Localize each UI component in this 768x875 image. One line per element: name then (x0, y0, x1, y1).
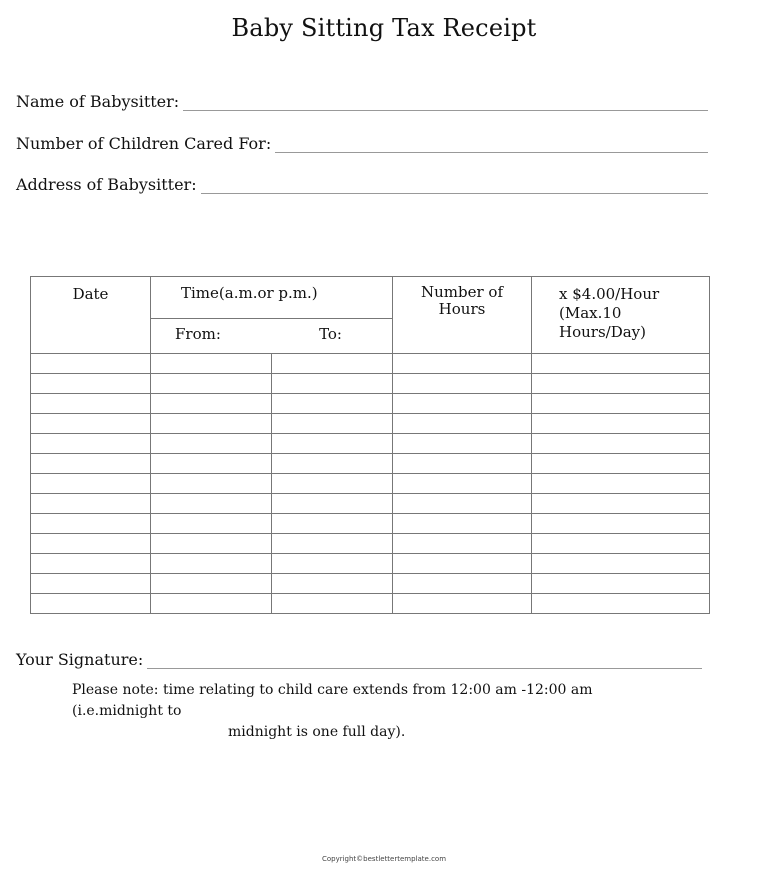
rate-header-line3: Hours/Day) (559, 323, 646, 341)
date-cell[interactable] (31, 394, 151, 414)
date-header: Date (31, 277, 151, 354)
hours-cell[interactable] (393, 394, 532, 414)
amount-cell[interactable] (532, 414, 710, 434)
hours-table (30, 276, 710, 614)
date-cell[interactable] (31, 574, 151, 594)
to-cell[interactable] (272, 514, 393, 534)
hours-cell[interactable] (393, 534, 532, 554)
date-cell[interactable] (31, 594, 151, 614)
signature-label: Your Signature: (16, 650, 144, 669)
date-cell[interactable] (31, 454, 151, 474)
amount-cell[interactable] (532, 474, 710, 494)
children-count-line[interactable] (275, 138, 708, 153)
table-row (31, 454, 710, 474)
date-cell[interactable] (31, 374, 151, 394)
amount-cell[interactable] (532, 354, 710, 374)
to-header: To: (319, 325, 342, 343)
to-cell[interactable] (272, 494, 393, 514)
amount-cell[interactable] (532, 594, 710, 614)
table-row (31, 594, 710, 614)
to-cell[interactable] (272, 574, 393, 594)
from-cell[interactable] (151, 454, 272, 474)
note-text (72, 680, 672, 743)
date-cell[interactable] (31, 474, 151, 494)
hours-cell[interactable] (393, 474, 532, 494)
to-cell[interactable] (272, 454, 393, 474)
from-to-header (151, 319, 393, 354)
rate-header-line2: (Max.10 (559, 304, 622, 322)
from-header: From: (175, 325, 221, 343)
signature-field (16, 650, 702, 669)
copyright-text: Copyright©bestlettertemplate.com (321, 855, 447, 863)
from-cell[interactable] (151, 394, 272, 414)
amount-cell[interactable] (532, 534, 710, 554)
amount-cell[interactable] (532, 514, 710, 534)
to-cell[interactable] (272, 394, 393, 414)
hours-header (393, 277, 532, 354)
to-cell[interactable] (272, 534, 393, 554)
to-cell[interactable] (272, 554, 393, 574)
page-title: Baby Sitting Tax Receipt (231, 14, 537, 42)
hours-cell[interactable] (393, 594, 532, 614)
table-row (31, 494, 710, 514)
from-cell[interactable] (151, 474, 272, 494)
babysitter-name-label: Name of Babysitter: (16, 92, 180, 111)
to-cell[interactable] (272, 594, 393, 614)
amount-cell[interactable] (532, 574, 710, 594)
time-header: Time(a.m.or p.m.) (151, 277, 393, 319)
amount-cell[interactable] (532, 374, 710, 394)
hours-cell[interactable] (393, 434, 532, 454)
note-line1: Please note: time relating to child care extends from 12:00 am -12:00 am (i.e.midnight to (72, 682, 593, 719)
table-row (31, 354, 710, 374)
table-header-row (31, 277, 710, 319)
from-cell[interactable] (151, 414, 272, 434)
from-cell[interactable] (151, 494, 272, 514)
date-cell[interactable] (31, 534, 151, 554)
hours-cell[interactable] (393, 354, 532, 374)
from-cell[interactable] (151, 554, 272, 574)
hours-header-line1: Number of (420, 283, 503, 301)
table-row (31, 394, 710, 414)
children-count-field (16, 134, 708, 153)
from-cell[interactable] (151, 374, 272, 394)
note-line2: midnight is one full day). (228, 724, 406, 740)
date-cell[interactable] (31, 514, 151, 534)
date-cell[interactable] (31, 494, 151, 514)
to-cell[interactable] (272, 374, 393, 394)
from-cell[interactable] (151, 514, 272, 534)
signature-line[interactable] (147, 654, 702, 669)
table-row (31, 534, 710, 554)
hours-cell[interactable] (393, 574, 532, 594)
children-count-label: Number of Children Cared For: (16, 134, 272, 153)
hours-header-line2: Hours (438, 300, 486, 318)
from-cell[interactable] (151, 534, 272, 554)
babysitter-address-label: Address of Babysitter: (16, 175, 197, 194)
babysitter-name-field (16, 92, 708, 111)
from-cell[interactable] (151, 574, 272, 594)
to-cell[interactable] (272, 474, 393, 494)
babysitter-address-line[interactable] (201, 179, 708, 194)
hours-cell[interactable] (393, 554, 532, 574)
hours-cell[interactable] (393, 374, 532, 394)
table-row (31, 374, 710, 394)
table-row (31, 434, 710, 454)
date-cell[interactable] (31, 554, 151, 574)
table-row (31, 554, 710, 574)
rate-header (532, 277, 710, 354)
hours-cell[interactable] (393, 514, 532, 534)
date-cell[interactable] (31, 414, 151, 434)
hours-cell[interactable] (393, 414, 532, 434)
amount-cell[interactable] (532, 554, 710, 574)
amount-cell[interactable] (532, 394, 710, 414)
date-cell[interactable] (31, 434, 151, 454)
table-row (31, 414, 710, 434)
date-cell[interactable] (31, 354, 151, 374)
to-cell[interactable] (272, 414, 393, 434)
from-cell[interactable] (151, 434, 272, 454)
babysitter-address-field (16, 175, 708, 194)
babysitter-name-line[interactable] (183, 96, 708, 111)
table-row (31, 514, 710, 534)
to-cell[interactable] (272, 354, 393, 374)
table-row (31, 474, 710, 494)
amount-cell[interactable] (532, 434, 710, 454)
hours-cell[interactable] (393, 494, 532, 514)
table-row (31, 574, 710, 594)
hours-cell[interactable] (393, 454, 532, 474)
rate-header-line1: x $4.00/Hour (559, 285, 660, 303)
to-cell[interactable] (272, 434, 393, 454)
amount-cell[interactable] (532, 454, 710, 474)
from-cell[interactable] (151, 354, 272, 374)
amount-cell[interactable] (532, 494, 710, 514)
from-cell[interactable] (151, 594, 272, 614)
